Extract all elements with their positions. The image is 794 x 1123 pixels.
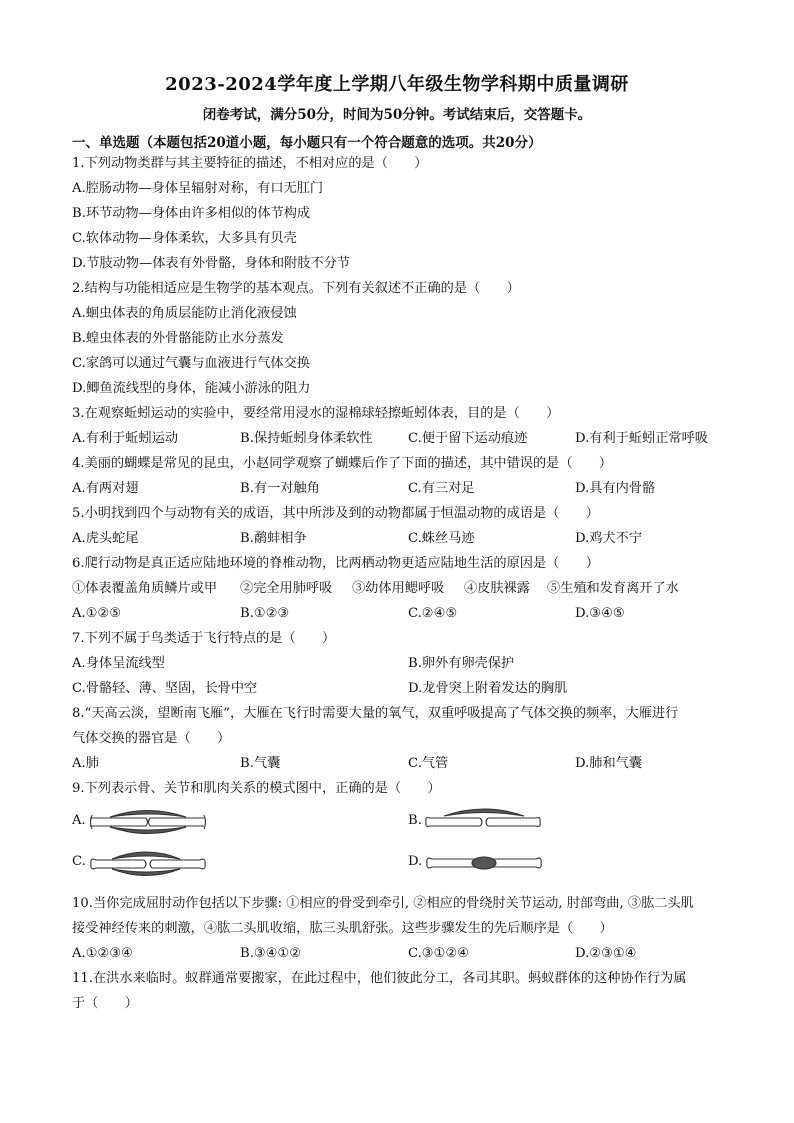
- question-3-option-c: C.便于留下运动痕迹: [408, 431, 528, 446]
- question-3-stem: 3.在观察蚯蚓运动的实验中，要经常用浸水的湿棉球轻擦蚯蚓体表，目的是（ ）: [72, 406, 560, 421]
- question-6-stem: 6.爬行动物是真正适应陆地环境的脊椎动物，比两栖动物更适应陆地生活的原因是（ ）: [72, 556, 599, 571]
- question-4-options: [72, 481, 722, 497]
- question-7-option-a: A.身体呈流线型: [72, 656, 165, 671]
- question-7-options-row1: [72, 656, 722, 672]
- question-3-options: [72, 431, 722, 447]
- question-9-option-d-label: D.: [408, 854, 423, 869]
- question-6-options: [72, 606, 722, 622]
- question-2-option-b: B.蝗虫体表的外骨骼能防止水分蒸发: [72, 331, 284, 346]
- question-1-stem: 1.下列动物类群与其主要特征的描述，不相对应的是（ ）: [72, 156, 428, 171]
- bone-joint-muscle-diagram-b: [424, 805, 544, 839]
- question-2-stem: 2.结构与功能相适应是生物学的基本观点。下列有关叙述不正确的是（ ）: [72, 281, 520, 296]
- question-5-options: [72, 531, 722, 547]
- question-11-stem-line2: 于（ ）: [72, 996, 138, 1011]
- question-9-option-a-label: A.: [72, 813, 86, 828]
- question-4-option-b: B.有一对触角: [240, 481, 320, 496]
- question-9-option-c-label: C.: [72, 854, 86, 869]
- question-6-option-d: D.③④⑤: [575, 606, 625, 621]
- question-4-stem: 4.美丽的蝴蝶是常见的昆虫，小赵同学观察了蝴蝶后作了下面的描述，其中错误的是（ ）: [72, 456, 613, 471]
- question-7-option-c: C.骨骼轻、薄、坚固，长骨中空: [72, 681, 258, 696]
- question-6-option-c: C.②④⑤: [408, 606, 458, 621]
- bone-joint-muscle-diagram-a: [88, 805, 208, 839]
- question-10-option-c: C.③①②④: [408, 946, 470, 961]
- question-10-option-b: B.③④①②: [240, 946, 302, 961]
- question-5-stem: 5.小明找到四个与动物有关的成语，其中所涉及到的动物都属于恒温动物的成语是（ ）: [72, 506, 599, 521]
- question-7-options-row2: [72, 681, 722, 697]
- question-3-option-b: B.保持蚯蚓身体柔软性: [240, 431, 373, 446]
- question-9-stem: 9.下列表示骨、关节和肌肉关系的模式图中，正确的是（ ）: [72, 781, 441, 796]
- question-7-option-b: B.卵外有卵壳保护: [408, 656, 515, 671]
- question-10-stem-line1: 10.当你完成屈肘动作包括以下步骤: ①相应的骨受到牵引, ②相应的骨绕肘关节运动, 肘部弯曲, ③肱二头肌: [72, 896, 694, 911]
- question-8-option-b: B.气囊: [240, 756, 281, 771]
- question-8-option-d: D.肺和气囊: [575, 756, 643, 771]
- question-9-figures-row1: [72, 805, 722, 839]
- question-7-option-d: D.龙骨突上附着发达的胸肌: [408, 681, 568, 696]
- question-8-options: [72, 756, 722, 772]
- section-heading: 一、单选题（本题包括20道小题，每小题只有一个符合题意的选项。共20分）: [72, 135, 542, 151]
- exam-instructions: 闭卷考试，满分50分，时间为50分钟。考试结束后，交答题卡。: [202, 107, 592, 123]
- question-5-option-a: A.虎头蛇尾: [72, 531, 139, 546]
- question-1-option-b: B.环节动物—身体由许多相似的体节构成: [72, 206, 311, 221]
- bone-joint-muscle-diagram-c: [88, 846, 208, 880]
- question-6-item-2: ②完全用肺呼吸: [240, 581, 333, 596]
- question-10-option-a: A.①②③④: [72, 946, 134, 961]
- question-5-option-b: B.鹬蚌相争: [240, 531, 307, 546]
- question-8-option-c: C.气管: [408, 756, 449, 771]
- question-6-item-5: ⑤生殖和发育离开了水: [547, 581, 679, 596]
- question-4-option-a: A.有两对翅: [72, 481, 139, 496]
- question-5-option-c: C.蛛丝马迹: [408, 531, 475, 546]
- question-4-option-c: C.有三对足: [408, 481, 475, 496]
- question-9-figures-row2: [72, 846, 722, 880]
- question-8-stem-line1: 8.“天高云淡，望断南飞雁”，大雁在飞行时需要大量的氧气，双重呼吸提高了气体交换的频率，大雁进行: [72, 706, 679, 721]
- question-10-stem-line2: 接受神经传来的刺激，④肱二头肌收缩，肱三头肌舒张。这些步骤发生的先后顺序是（ ）: [72, 921, 613, 936]
- question-6-item-3: ③幼体用鳃呼吸: [352, 581, 445, 596]
- question-1-option-a: A.腔肠动物—身体呈辐射对称，有口无肛门: [72, 181, 324, 196]
- exam-title: 2023-2024学年度上学期八年级生物学科期中质量调研: [165, 74, 629, 95]
- question-7-stem: 7.下列不属于鸟类适于飞行特点的是（ ）: [72, 631, 336, 646]
- question-4-option-d: D.具有内骨骼: [575, 481, 656, 496]
- question-2-option-c: C.家鸽可以通过气囊与血液进行气体交换: [72, 356, 310, 371]
- question-8-option-a: A.肺: [72, 756, 99, 771]
- question-1-option-d: D.节肢动物—体表有外骨骼，身体和附肢不分节: [72, 256, 351, 271]
- question-6-option-a: A.①②⑤: [72, 606, 122, 621]
- question-10-options: [72, 946, 722, 962]
- question-6-item-1: ①体表覆盖角质鳞片或甲: [72, 581, 218, 596]
- question-1-option-c: C.软体动物—身体柔软，大多具有贝壳: [72, 231, 297, 246]
- question-6-item-4: ④皮肤裸露: [464, 581, 530, 596]
- question-6-items: [72, 581, 722, 597]
- question-5-option-d: D.鸡犬不宁: [575, 531, 643, 546]
- question-9-option-b-label: B.: [408, 813, 422, 828]
- question-8-stem-line2: 气体交换的器官是（ ）: [72, 731, 231, 746]
- question-2-option-d: D.鲫鱼流线型的身体，能减小游泳的阻力: [72, 381, 311, 396]
- question-3-option-d: D.有利于蚯蚓正常呼吸: [575, 431, 708, 446]
- question-10-option-d: D.②③①④: [575, 946, 637, 961]
- question-3-option-a: A.有利于蚯蚓运动: [72, 431, 179, 446]
- question-2-option-a: A.蛔虫体表的角质层能防止消化液侵蚀: [72, 306, 297, 321]
- question-6-option-b: B.①②③: [240, 606, 290, 621]
- bone-joint-muscle-diagram-d: [424, 846, 544, 880]
- question-11-stem-line1: 11.在洪水来临时。蚁群通常要搬家，在此过程中，他们彼此分工，各司其职。蚂蚁群体的这种协作行为属: [72, 971, 687, 986]
